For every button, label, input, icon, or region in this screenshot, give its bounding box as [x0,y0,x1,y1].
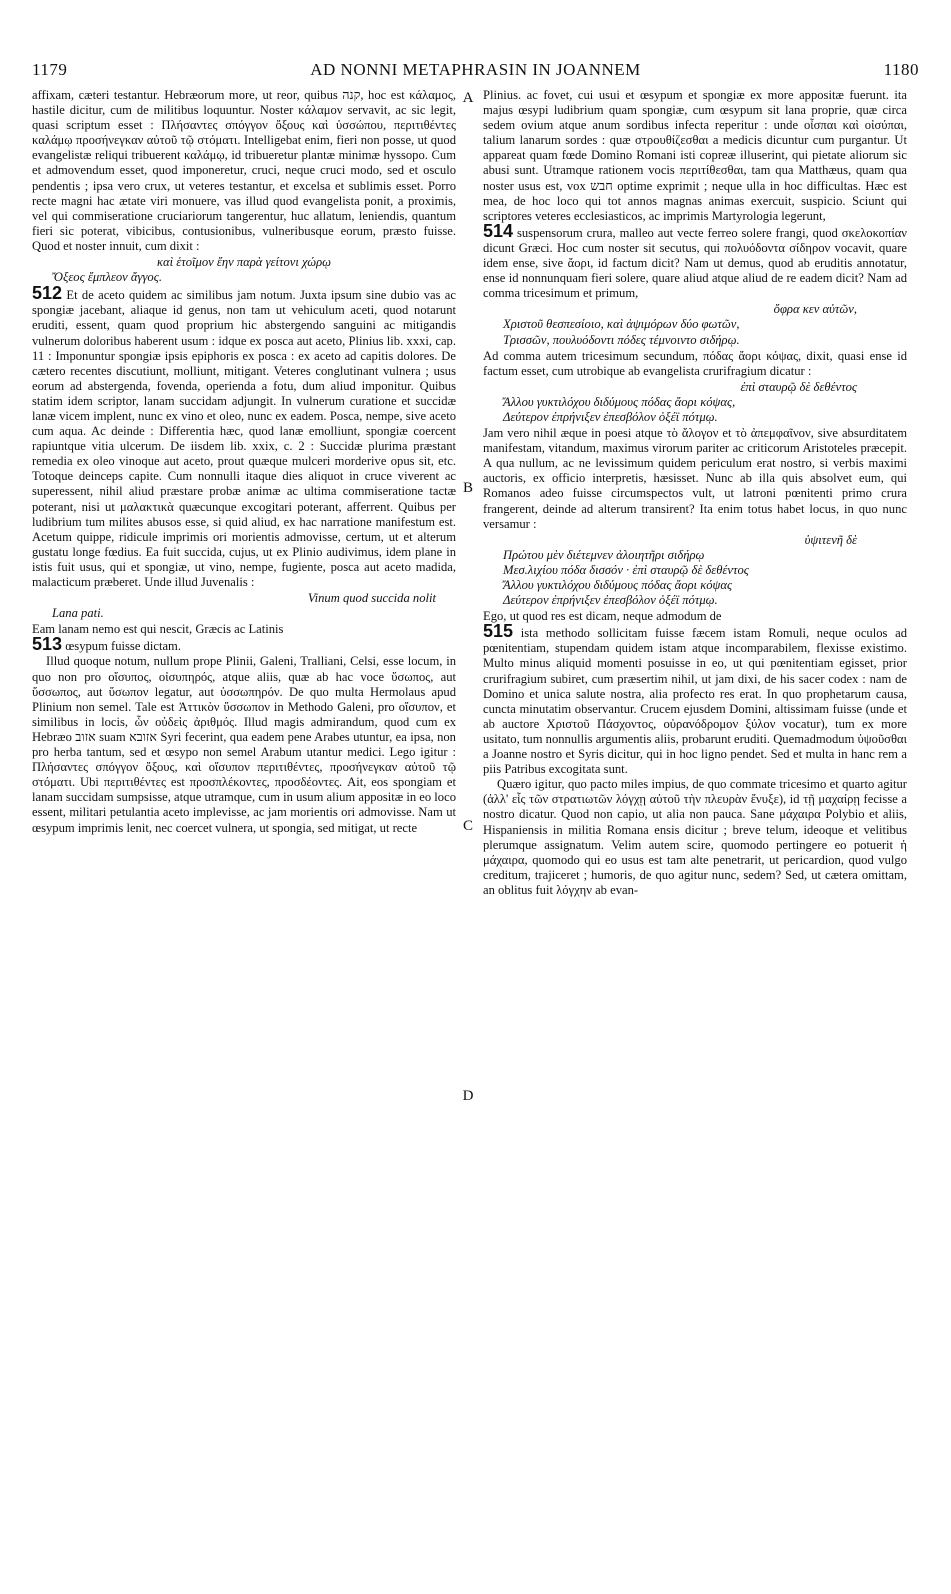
page-number-right: 1180 [883,60,919,79]
paragraph-text: Ego, ut quod res est dicam, neque admodum de [483,609,722,624]
verse-line: Χριστοῦ θεσπεσίοιο, καὶ ἀψιμόρων δύο φωτῶν, [503,317,740,332]
paragraph-text: Jam vero nihil æque in poesi atque τὸ ἄλογον et τὸ ἀπεμφαῖνον, sive absurditatem manifestam, vitandum, maximus virorum pariter ac criticorum Aristoteles præcepit. A qua nullum, ac ne levissimum quidem periculum erat nostro, si verbis maximi auctoris, ex officio interpretis, hæsisset. Nunc ab illa quis absolvet eum, qui Romanos adeo fuisse circumspectos vult, ut latroni pœnitenti primo crura frangerent, deinde ad alterum transirent? Ita enim totus habet locus, in quo nunc versamur : [483,426,907,531]
section-number: 513 [32,634,63,655]
verse-line: Δεύτερον ἐπρήνιξεν ἐπεσβόλον ὀξέϊ πότμῳ. [503,593,718,608]
left-column [32,88,456,1578]
paragraph-text: Et de aceto quidem ac similibus jam notum. Juxta ipsum sine dubio vas ac spongiæ jacebant, aliaque id genus, non tam ut vehiculum aceti, quod notarunt eruditi, essent, quam quod proprium hic abstergendo sanguini ac mitigandis vulnerum doloribus haberent usum : idque ex posca aut aceto, Plinius lib. xxxi, cap. 11 : Imponuntur spongiæ ipsis epiphoris ex posca : ex aceto ad capitis dolores. De cætero recentes discutiunt, molliunt, mitigant. Veteres conglutinant vulnera ; usus eorum ad abstergenda, fovenda, operienda a fotu, dum aliud imponitur. Quibus statim idem scriptor, lanam succidam adjungit. In vulnerum curatione et succidæ lanæ vicem implent, nunc ex vino et oleo, nunc ex eadem. Posca, nempe, sive aceto cum aqua. Ac deinde : Differentia hæc, quod lanæ emolliunt, spongiæ coercent rapiuntque vitia ulcerum. De iisdem lib. xxix, c. 2 : Succidæ plurima præstant remedia ex oleo vinoque aut aceto, prout quæque mulceri morderive opus sit, etc. Totoque deinceps capite. Cum nonnulli itaque dies aliquot in cruce viverent ac superessent, nihil aliud præstare probæ animæ ac ultima commiseratione tactæ poterant, nisi ut μαλακτικὰ quæcunque excogitari poterant, afferrent. Quibus per ludibrium tum milites abusos esse, si quid aliud, ex hac narratione manifestum est. Acetum quippe, ridicule imprimis ori morientis admovisse, certum, ut et alterum gustatu longe fœdius. Ea fuit succida, cujus, ut ex Plinio audivimus, idem plane in istis fuit usus, qui et spongiæ, ut vino, nempe, fugiente, posca aut aceto madida, malacticum præberet. Unde illud Juvenalis : [32,288,456,589]
verse-line: Πρώτου μὲν διέτεμνεν ἀλοιητῆρι σιδήρῳ [503,547,705,562]
paragraph-text: Illud quoque notum, nullum prope Plinii, Galeni, Tralliani, Celsi, esse locum, in quo non pro οἴσυπος, οἰσυπηρός, atque aliis, quæ ab hac voce ὕσωπος, aut ὕσσωπος, aut ὕσωπον legatur, aut ὑσσωπηρόν. De quo multa Hermolaus apud Plinium non semel. Tale est Ἀττικὸν ὕσσωπον in Methodo Galeni, pro οἴσυπον, et similibus in locis, ὧν οὐδεὶς ἀριθμός. Illud magis admirandum, quod cum ex Hebræo אזוב suam אזובא Syri fecerint, qua eadem pene Arabes utuntur, ea ipsa, non pro herba tantum, sed et œsypo non semel Arabum utantur medici. Lego igitur : Πλήσαντες σπόγγον ὄξους, καὶ οἴσυπον περιτιθέντες, προσήνεγκαν αὐτοῦ τῷ στόματι. Ubi περιτιθέντες est προσπλέκοντες, προσδέοντες. Ait, eos spongiam et lanam succidam sumpsisse, atque utramque, cum in usum alium appositæ in eo loco essent, militari petulantia aceto implevisse, ac jam morientis ori admovisse. Nam ut œsypum imprimis lenit, nec coercet vulnera, ut spongia, sed mitigat, ut recte [32,654,456,835]
paragraph [483,220,907,301]
verse-line: Τρισσῶν, πουλυόδοντι πόδες τέμνοιντο σιδήρῳ. [503,332,740,347]
verse-line: Μεσ.λιχίου πόδα δισσόν · ἐπὶ σταυρῷ δὲ δεθέντος [503,562,749,577]
paragraph-text: ista methodo sollicitam fuisse fæcem istam Romuli, neque oculos ad pœnitentiam, stupendam quidem istam atque incomparabilem, flexisse existimo. Multo minus aliquid momenti posuisse in eo, ut qui pœnitentiam egisset, prior crurifragium subiret, cum præsertim nihil, ut jam dixi, de his sacer codex : nam de Domino et unica salute nostra, alia profecto res erat. In quo prophetarum causa, cuncta minutatim observantur. Crucem ejusdem Domini, altissimam fuisse (unde et ab auctore Χριστοῦ Πάσχοντος, οὐρανόδρομον ξύλον vocatur), tum ex more usitato, tum nonnullis argumentis aliis, probarunt eruditi. Quemadmodum ὑψοῦσθαι a Joanne nostro et Syris dicitur, qui in hoc ligno pendet. Sed et multa in hanc rem a piis Patribus excogitata sunt. [483,626,907,777]
paragraph-text: Eam lanam nemo est qui nescit, Græcis ac Latinis [32,622,284,637]
verse-line: Lana pati. [52,606,104,621]
margin-letter-d: D [462,1088,474,1104]
page-number-left: 1179 [32,60,68,79]
section-number: 514 [483,220,514,241]
verse-quote [483,533,907,608]
right-column [483,88,907,1578]
page-header [32,60,919,84]
verse-quote [32,591,456,621]
verse-line: Vinum quod succida nolit [307,591,436,606]
margin-letter-c: C [462,818,473,834]
paragraph-text: œsypum fuisse dictam. [62,639,181,654]
paragraph [483,349,907,379]
paragraph [32,654,456,835]
verse-line: ἐπὶ σταυρῷ δὲ δεθέντος [740,379,857,394]
paragraph [32,622,456,637]
paragraph [32,283,456,590]
paragraph-text: affixam, cæteri testantur. Hebræorum more, ut reor, quibus קנה, hoc est κάλαμος, hastile dicitur, cum de militibus loquuntur. Noster κάλαμον servavit, ac sic legit, quasi scriptum esset : Πλήσαντες σπόγγον ὄξους καὶ ὑσσώπου, περιτιθέντες καλάμῳ προσήνεγκαν αὐτοῦ τῷ στόματι. Intelligebat enim, fieri non posse, ut quod evangelistæ reliqui tribuerent καλάμῳ, id tribueretur plantæ minimæ hyssopo. Cum et admovendum esset, quod imponeretur, cruci, neque cruci modo, sed et osculo pendentis ; ipsa vero crux, ut veteres testantur, et excelsa et sublimis esset. Porro recte magni hac ætate viri monuere, vas illud quod evangelista ponit, a proximis, vel qui commiseratione cruciariorum tangerentur, huc allatum, leniendis, quantum fieri sic poterat, vibicibus, contusionibus, vulneribusque eorum, præsto fuisse. Quod et noster innuit, cum dixit : [32,88,456,253]
section-number: 515 [483,621,514,642]
margin-letter-b: B [462,480,473,496]
verse-line: ὑψιτενῆ δὲ [804,532,857,547]
paragraph-text: Plinius. ac fovet, cui usui et œsypum et spongiæ ex more appositæ fuerunt. ita majus œsypi ludibrium quam spongiæ, cum œsypum sit lana proprie, quæ circa sedem ovium atque anum sordibus infecta reperitur : unde οἶσπαι καὶ οἰσύπαι, talium lanarum sordes : quæ στρουθίζεσθαι a medicis dicuntur cum purgantur. Ut appareat quam fœde Domino Romani isti copreæ illuserint, qui pietate aliorum sic abusi sunt. Utramque rationem vocis περιτίθεσθαι, tam qua Matthæus, quam qua noster usus est, vox חבש optime exprimit ; neque ulla in hoc difficultas. Hæc est mea, de hoc loco qui tot annos magnas animas exercuit, suspicio. Sciunt qui scriptores veteres ecclesiasticos, ac imprimis Martyrologia legerunt, [483,88,907,223]
section-number: 512 [32,283,63,304]
paragraph [483,609,907,624]
paragraph-text: Ad comma autem tricesimum secundum, πόδας ἄορι κόψας, dixit, quasi ense id factum esset, cum utrobique ab evangelista crurifragium dicatur : [483,348,907,378]
running-title: AD NONNI METAPHRASIN IN JOANNEM [310,60,641,79]
verse-quote [483,302,907,347]
paragraph [32,634,456,655]
paragraph-text: suspensorum crura, malleo aut vecte ferreo solere frangi, quod σκελοκοπίαν dicunt Græci. Hoc cum noster sit secutus, qui πολυόδοντα σίδηρον vocavit, quare idem ense, sive ἄορι, id factum dicit? Nam ut demus, quod ab eruditis annotatur, ense id nonnunquam fieri solere, quare aliud atque aliud de re eadem dicit? Nam ad comma tricesimum et primum, [483,225,907,301]
verse-line: καὶ ἑτοῖμον ἔην παρὰ γείτονι χώρῳ [156,255,332,270]
paragraph [32,88,456,254]
verse-line: Ὄξεος ἔμπλεον ἄγγος. [52,270,162,285]
paragraph [483,426,907,532]
verse-line: Ἄλλου γυκτιλόχου διδύμους πόδας ἄορι κόψας [503,578,733,592]
verse-line: Δεύτερον ἐπρήνιξεν ἐπεσβόλον ὀξέϊ πότμῳ. [503,409,718,424]
paragraph-text: Quæro igitur, quo pacto miles impius, de quo commate tricesimo et quarto agitur (ἀλλ' εἷς τῶν στρατιωτῶν λόγχῃ αὐτοῦ τὴν πλευρὰν ἔνυξε), id τῇ μαχαίρῃ fecisse a nostro dicatur. Quod non capio, ut alia non pauca. Sane μάχαιρα Polybio et aliis, Hispaniensis in militia Romana ensis dicitur ; breve telum, ideoque et velitibus plerumque assignatum. Velim autem scire, quomodo pertingere eo potuerit ἡ μάχαιρα, quomodo qui eo usus est tam alte penetrarit, ut pericardion, quod vulgo creditum, trajiceret ; humoris, de quo agitur nunc, sedem? Sed, ut cætera omittam, an oblitus fuit λόγχην ab evan- [483,777,907,897]
paragraph [483,88,907,224]
verse-quote [32,255,456,285]
paragraph [483,621,907,777]
paragraph [483,777,907,898]
verse-line: Ἄλλου γυκτιλόχου διδύμους πόδας ἄορι κόψας, [503,394,736,409]
verse-quote [483,380,907,425]
verse-line: ὄφρα κεν αὐτῶν, [773,302,857,317]
margin-letter-a: A [462,90,474,106]
